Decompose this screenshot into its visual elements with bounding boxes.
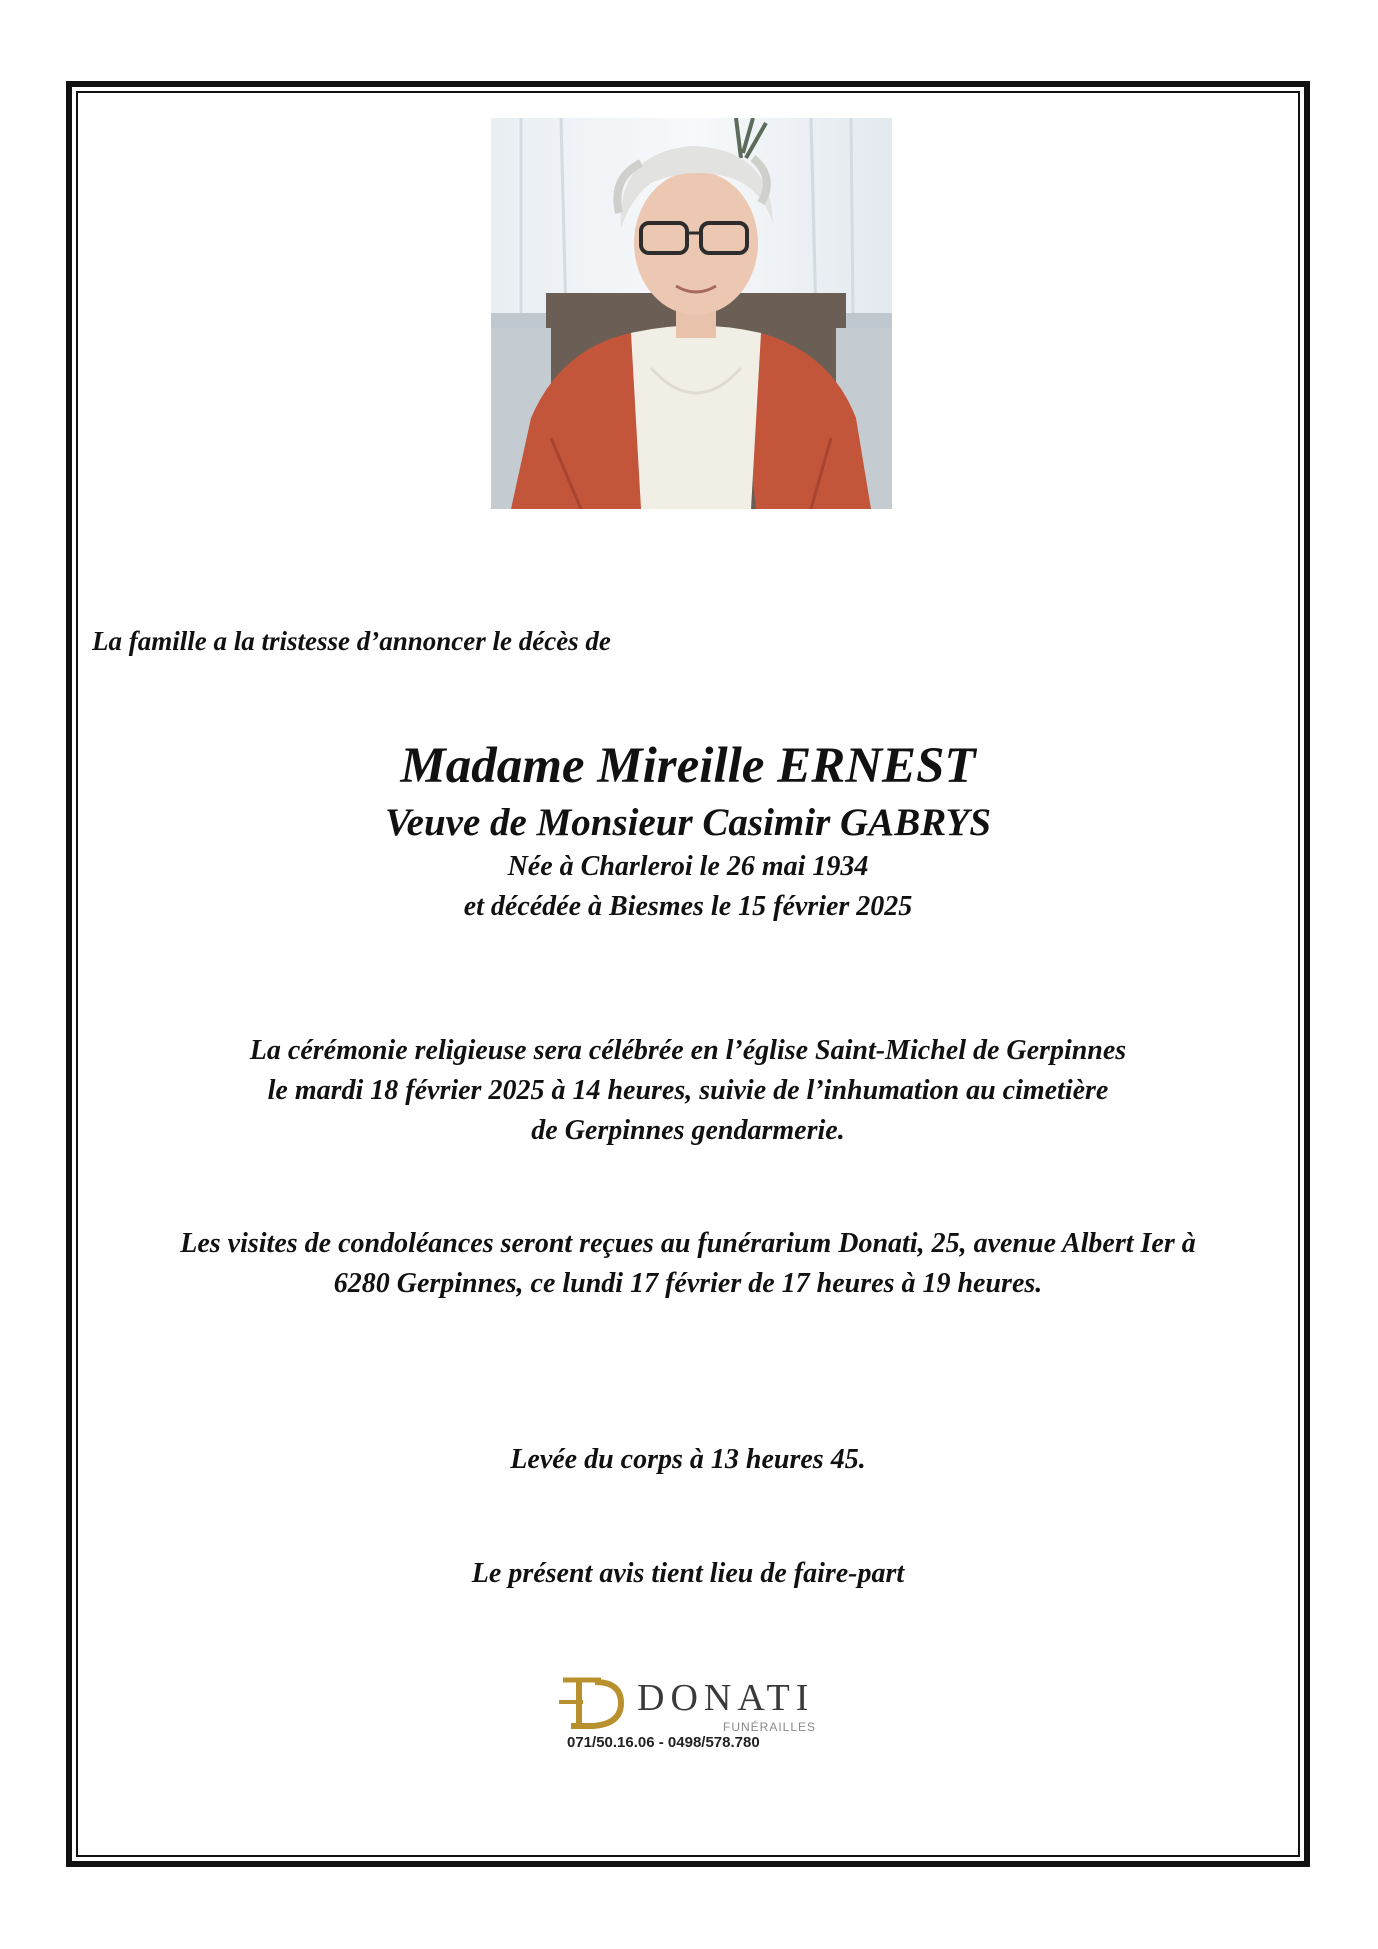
portrait-photo [491, 118, 892, 509]
phone-numbers: 071/50.16.06 - 0498/578.780 [567, 1734, 760, 1751]
logo-subtitle: FUNÉRAILLES [723, 1720, 817, 1734]
ceremony-line: le mardi 18 février 2025 à 14 heures, suivie de l’inhumation au cimetière [267, 1075, 1109, 1106]
widow-of: Veuve de Monsieur Casimir GABRYS [384, 801, 992, 844]
levee-text: Levée du corps à 13 heures 45. [510, 1444, 866, 1475]
birth-info: Née à Charleroi le 26 mai 1934 [507, 851, 869, 882]
visits-line: Les visites de condoléances seront reçues au funérarium Donati, 25, avenue Albert Ier à [180, 1228, 1196, 1259]
intro-text: La famille a la tristesse d’annoncer le décès de [92, 626, 611, 656]
donati-logo [555, 1672, 817, 1762]
death-info: et décédée à Biesmes le 15 février 2025 [463, 891, 913, 922]
notice-text: Le présent avis tient lieu de faire-part [471, 1558, 905, 1589]
ceremony-line: La cérémonie religieuse sera célébrée en l’église Saint-Michel de Gerpinnes [249, 1035, 1127, 1066]
visits-paragraph [76, 1224, 1300, 1304]
ceremony-paragraph [76, 1031, 1300, 1151]
ceremony-line: de Gerpinnes gendarmerie. [531, 1115, 845, 1146]
donati-monogram-icon [555, 1672, 635, 1732]
deceased-name: Madame Mireille ERNEST [400, 738, 976, 794]
visits-line: 6280 Gerpinnes, ce lundi 17 février de 17 heures à 19 heures. [333, 1268, 1043, 1299]
logo-name: DONATI [637, 1677, 815, 1719]
